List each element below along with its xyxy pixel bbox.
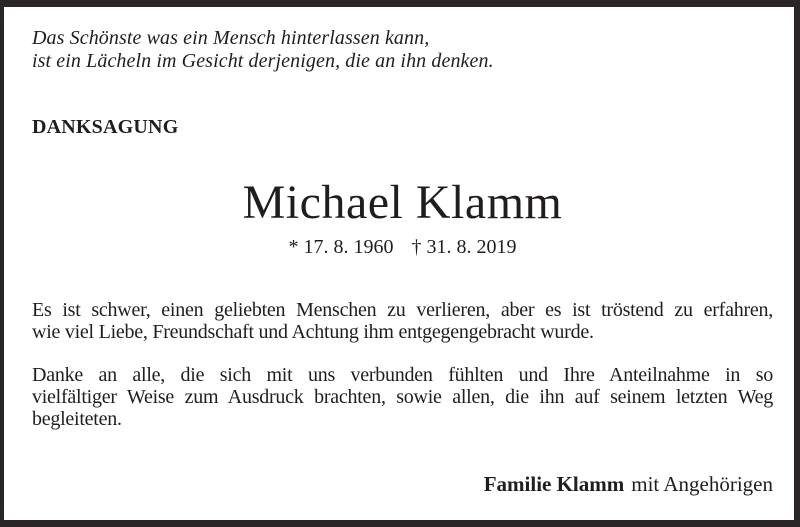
body-paragraph-1 bbox=[32, 299, 773, 343]
life-dates bbox=[32, 236, 773, 258]
obituary-content bbox=[4, 27, 794, 527]
epigraph-line-2: ist ein Lächeln im Gesicht derjenigen, die an ihn denken. bbox=[32, 50, 494, 72]
signature-suffix: mit Angehörigen bbox=[631, 472, 773, 496]
paragraph-1-line-2: wie viel Liebe, Freundschaft und Achtung ihm entgegengebracht wurde. bbox=[32, 321, 594, 343]
paragraph-1-line-1: Es ist schwer, einen geliebten Menschen zu verlieren, aber es ist tröstend zu erfahren, bbox=[32, 299, 773, 321]
birth-date: * 17. 8. 1960 bbox=[288, 236, 394, 258]
section-heading: DANKSAGUNG bbox=[32, 116, 179, 138]
deceased-name: Michael Klamm bbox=[242, 176, 563, 229]
death-date: † 31. 8. 2019 bbox=[411, 236, 517, 258]
paragraph-2-line-3: begleiteten. bbox=[32, 408, 122, 430]
epigraph-quote bbox=[32, 27, 773, 73]
signature-line bbox=[32, 472, 773, 496]
signature-family-name: Familie Klamm bbox=[483, 472, 625, 496]
epigraph-line-1: Das Schönste was ein Mensch hinterlassen kann, bbox=[32, 27, 430, 49]
body-paragraph-2 bbox=[32, 364, 773, 430]
paragraph-2-line-1: Danke an alle, die sich mit uns verbunden fühlten und Ihre Anteilnahme in so bbox=[32, 364, 773, 386]
paragraph-2-line-2: vielfältiger Weise zum Ausdruck brachten, sowie allen, die ihn auf seinem letzten Weg bbox=[32, 386, 773, 408]
